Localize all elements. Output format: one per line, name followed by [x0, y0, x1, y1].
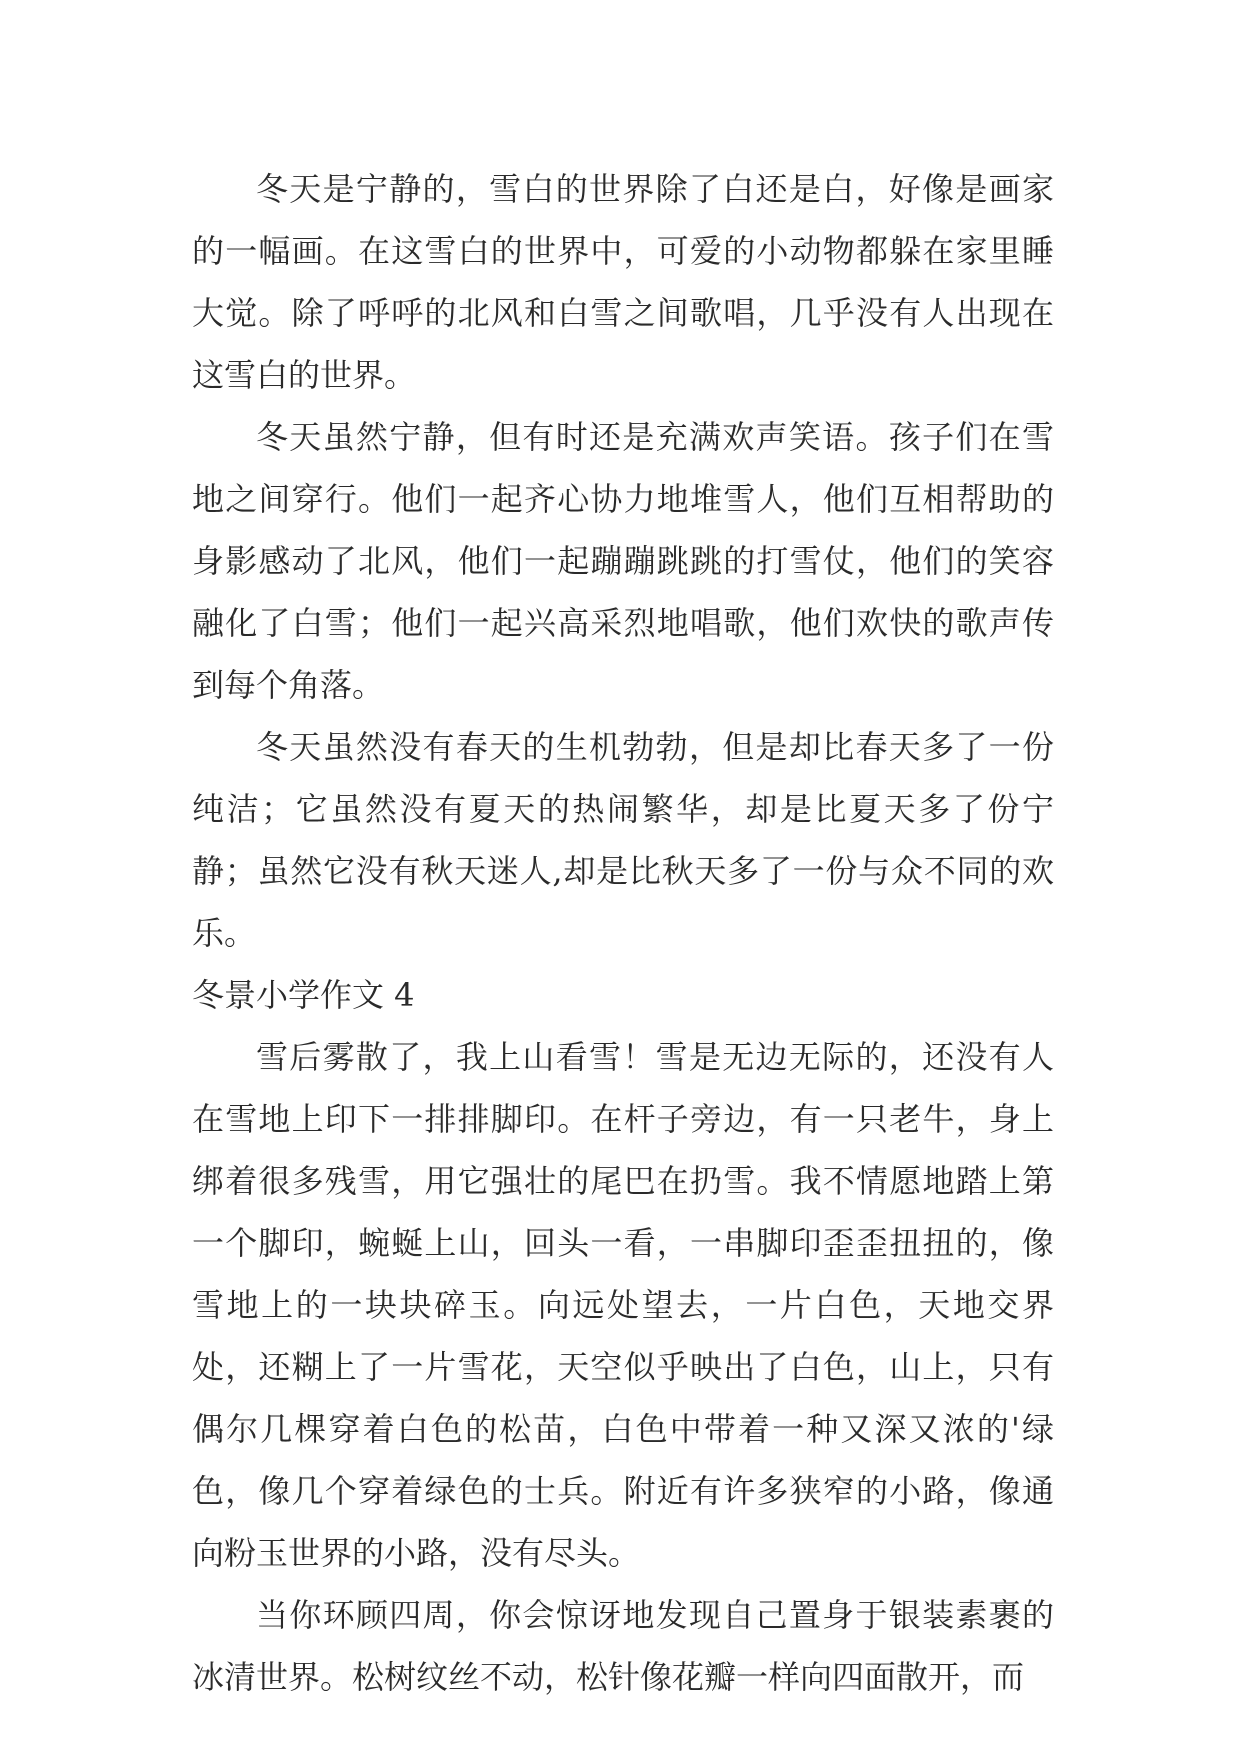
document-body	[192, 158, 1054, 1708]
paragraph: 冬天虽然宁静，但有时还是充满欢声笑语。孩子们在雪地之间穿行。他们一起齐心协力地堆雪人，他们互相帮助的身影感动了北风，他们一起蹦蹦跳跳的打雪仗，他们的笑容融化了白雪；他们一起兴高采烈地唱歌，他们欢快的歌声传到每个角落。	[192, 418, 1054, 704]
paragraph: 冬天虽然没有春天的生机勃勃，但是却比春天多了一份纯洁；它虽然没有夏天的热闹繁华，却是比夏天多了份宁静；虽然它没有秋天迷人,却是比秋天多了一份与众不同的欢乐。	[192, 728, 1054, 952]
paragraph: 当你环顾四周，你会惊讶地发现自己置身于银装素裹的冰清世界。松树纹丝不动，松针像花瓣一样向四面散开，而	[192, 1596, 1054, 1696]
section-heading: 冬景小学作文 4	[192, 976, 415, 1014]
paragraph: 雪后雾散了，我上山看雪！雪是无边无际的，还没有人在雪地上印下一排排脚印。在杆子旁边，有一只老牛，身上绑着很多残雪，用它强壮的尾巴在扔雪。我不情愿地踏上第一个脚印，蜿蜒上山，回头一看，一串脚印歪歪扭扭的，像雪地上的一块块碎玉。向远处望去，一片白色，天地交界处，还糊上了一片雪花，天空似乎映出了白色，山上，只有偶尔几棵穿着白色的松苗，白色中带着一种又深又浓的'绿色，像几个穿着绿色的士兵。附近有许多狭窄的小路，像通向粉玉世界的小路，没有尽头。	[192, 1038, 1054, 1572]
paragraph: 冬天是宁静的，雪白的世界除了白还是白，好像是画家的一幅画。在这雪白的世界中，可爱的小动物都躲在家里睡大觉。除了呼呼的北风和白雪之间歌唱，几乎没有人出现在这雪白的世界。	[192, 170, 1054, 394]
